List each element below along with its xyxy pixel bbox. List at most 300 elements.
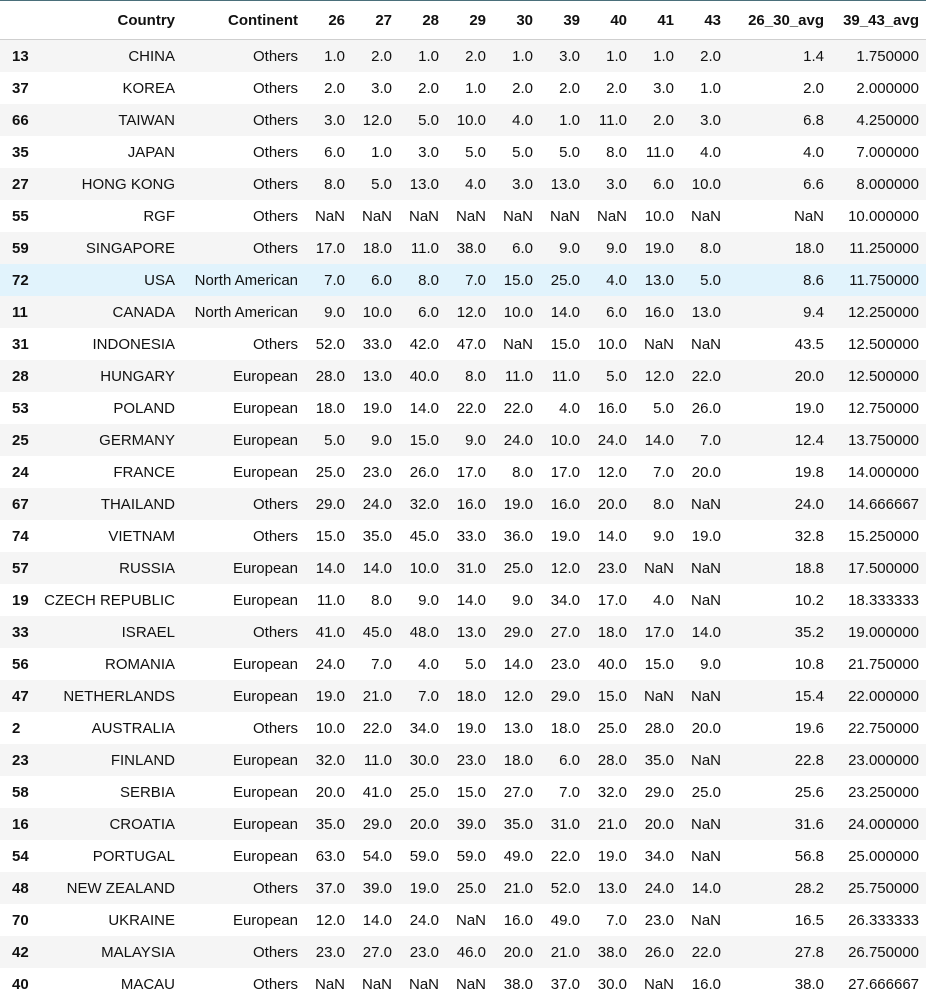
table-cell: TAIWAN [118,111,175,129]
table-cell: NaN [690,687,721,705]
table-cell: 7.0 [418,687,439,705]
table-cell: 28.0 [315,367,345,385]
table-cell: 37.0 [550,975,580,993]
table-cell: 12.750000 [848,399,919,417]
table-cell: THAILAND [100,495,175,513]
table-cell: 12.0 [315,911,345,929]
table-cell: NaN [690,847,721,865]
table-cell: 33.0 [456,527,486,545]
table-cell: 30.0 [409,751,439,769]
table-cell: 26.333333 [848,911,919,929]
table-cell: Others [252,495,298,513]
table-cell: European [232,399,298,417]
table-cell: UKRAINE [108,911,175,929]
table-cell: 7.0 [700,431,721,449]
table-cell: 24.0 [409,911,439,929]
table-cell: Others [252,239,298,257]
table-cell: 21.0 [597,815,627,833]
table-row [0,488,926,520]
table-cell: 1.0 [324,47,345,65]
table-cell: 10.0 [550,431,580,449]
table-cell: Others [252,47,298,65]
table-cell: 38.0 [597,943,627,961]
table-cell: 1.750000 [856,47,919,65]
table-cell: 5.0 [606,367,627,385]
table-cell: 14.0 [691,623,721,641]
column-header: 30 [493,1,540,40]
table-cell: 29.0 [362,815,392,833]
row-index: 33 [12,623,29,641]
table-cell: FINLAND [110,751,175,769]
table-cell: 6.0 [371,271,392,289]
table-cell: 27.666667 [848,975,919,993]
table-cell: 2.0 [803,79,824,97]
table-cell: 34.0 [644,847,674,865]
table-cell: MALAYSIA [101,943,175,961]
table-cell: 52.0 [315,335,345,353]
table-cell: 29.0 [503,623,533,641]
table-cell: 31.0 [456,559,486,577]
dataframe-table [0,1,926,1000]
table-row [0,552,926,584]
table-cell: 5.0 [700,271,721,289]
table-cell: HONG KONG [81,175,175,193]
table-cell: 21.0 [550,943,580,961]
table-cell: 15.0 [550,335,580,353]
table-cell: 11.0 [504,367,533,385]
table-cell: 41.0 [362,783,392,801]
table-cell: 17.0 [456,463,486,481]
table-cell: 8.0 [512,463,533,481]
table-cell: 12.500000 [848,335,919,353]
table-cell: 63.0 [315,847,345,865]
table-cell: 15.0 [409,431,439,449]
table-cell: NaN [361,975,392,993]
table-cell: NaN [690,751,721,769]
table-cell: 24.0 [503,431,533,449]
table-cell: 1.0 [512,47,533,65]
table-cell: CHINA [128,47,175,65]
table-cell: 18.8 [794,559,824,577]
table-cell: 1.0 [465,79,486,97]
table-cell: 29.0 [644,783,674,801]
table-row [0,328,926,360]
column-header: 40 [587,1,634,40]
table-cell: 4.250000 [856,111,919,129]
table-cell: NaN [643,559,674,577]
table-row [0,520,926,552]
table-cell: 38.0 [503,975,533,993]
table-cell: NaN [455,911,486,929]
table-cell: GERMANY [99,431,175,449]
table-cell: 40.0 [409,367,439,385]
table-cell: 24.0 [794,495,824,513]
header-row [0,1,926,40]
table-cell: 23.250000 [848,783,919,801]
table-cell: NaN [793,207,824,225]
table-cell: 20.0 [691,463,721,481]
table-cell: 12.0 [456,303,486,321]
table-cell: 1.0 [418,47,439,65]
table-cell: 6.6 [803,175,824,193]
table-cell: 20.0 [644,815,674,833]
table-cell: 16.0 [691,975,721,993]
table-cell: NaN [643,975,674,993]
table-cell: 23.0 [409,943,439,961]
table-cell: 26.0 [409,463,439,481]
table-cell: 2.000000 [856,79,919,97]
table-cell: 11.0 [410,239,439,257]
table-row [0,456,926,488]
table-cell: 10.0 [644,207,674,225]
row-index: 55 [12,207,29,225]
table-row [0,840,926,872]
table-cell: 35.0 [503,815,533,833]
table-row [0,136,926,168]
table-cell: KOREA [122,79,175,97]
table-cell: 21.750000 [848,655,919,673]
table-cell: 11.0 [645,143,674,161]
table-cell: 56.8 [794,847,824,865]
table-cell: 5.0 [653,399,674,417]
table-cell: 4.0 [803,143,824,161]
table-cell: 7.0 [371,655,392,673]
table-row [0,744,926,776]
table-row [0,360,926,392]
table-cell: European [232,783,298,801]
table-cell: 13.0 [550,175,580,193]
table-cell: 12.0 [503,687,533,705]
table-cell: 16.5 [794,911,824,929]
table-cell: 11.0 [316,591,345,609]
table-row [0,968,926,1000]
row-index: 67 [12,495,29,513]
table-cell: NEW ZEALAND [66,879,175,897]
table-cell: 22.0 [362,719,392,737]
row-index: 54 [12,847,29,865]
table-cell: 9.0 [512,591,533,609]
table-cell: 36.0 [503,527,533,545]
table-cell: 32.8 [794,527,824,545]
table-cell: Others [252,79,298,97]
table-cell: 19.0 [794,399,824,417]
table-cell: 20.0 [691,719,721,737]
table-cell: ROMANIA [104,655,175,673]
table-cell: 28.0 [644,719,674,737]
column-header: 27 [352,1,399,40]
table-cell: 4.0 [418,655,439,673]
table-cell: 22.0 [691,943,721,961]
table-cell: European [232,655,298,673]
table-cell: 20.0 [409,815,439,833]
table-cell: 2.0 [512,79,533,97]
table-cell: 7.000000 [856,143,919,161]
table-cell: 1.0 [371,143,392,161]
table-cell: 3.0 [606,175,627,193]
column-header: Continent [182,1,305,40]
table-cell: 8.0 [465,367,486,385]
table-header [0,1,926,40]
table-cell: POLAND [113,399,175,417]
table-cell: 3.0 [371,79,392,97]
table-cell: 14.0 [362,911,392,929]
table-row [0,232,926,264]
table-cell: 20.0 [503,943,533,961]
table-cell: 18.0 [597,623,627,641]
row-index: 70 [12,911,29,929]
row-index: 66 [12,111,29,129]
table-cell: Others [252,879,298,897]
table-cell: 25.0 [550,271,580,289]
table-cell: 10.0 [315,719,345,737]
table-cell: NaN [596,207,627,225]
table-cell: 8.0 [371,591,392,609]
table-cell: 9.0 [324,303,345,321]
table-cell: 26.0 [691,399,721,417]
row-index: 28 [12,367,29,385]
table-cell: 20.0 [794,367,824,385]
table-cell: 32.0 [409,495,439,513]
table-cell: 9.0 [653,527,674,545]
table-cell: 1.0 [700,79,721,97]
table-cell: European [232,591,298,609]
table-cell: 15.250000 [848,527,919,545]
table-body [0,40,926,1000]
table-cell: 13.0 [597,879,627,897]
table-cell: 18.0 [315,399,345,417]
table-cell: 4.0 [653,591,674,609]
row-index: 59 [12,239,29,257]
table-cell: Others [252,111,298,129]
table-cell: 7.0 [653,463,674,481]
row-index: 35 [12,143,29,161]
table-cell: RGF [143,207,175,225]
table-row [0,168,926,200]
table-cell: 54.0 [362,847,392,865]
table-row [0,392,926,424]
table-cell: NaN [408,975,439,993]
row-index: 16 [12,815,29,833]
table-cell: 14.0 [503,655,533,673]
table-cell: 16.0 [644,303,674,321]
table-cell: 2.0 [606,79,627,97]
table-row [0,712,926,744]
table-cell: 49.0 [550,911,580,929]
table-cell: European [232,687,298,705]
table-cell: 5.0 [559,143,580,161]
table-cell: CANADA [112,303,175,321]
table-row [0,200,926,232]
table-cell: 8.6 [803,271,824,289]
row-index: 19 [12,591,29,609]
table-cell: 31.6 [794,815,824,833]
table-cell: 25.0 [691,783,721,801]
table-cell: 25.0 [409,783,439,801]
table-cell: 15.0 [597,687,627,705]
table-cell: 2.0 [324,79,345,97]
table-cell: 14.0 [644,431,674,449]
table-cell: 3.0 [559,47,580,65]
table-cell: 17.0 [315,239,345,257]
table-cell: 9.0 [606,239,627,257]
table-cell: 17.0 [550,463,580,481]
table-cell: 27.0 [503,783,533,801]
table-cell: 19.0 [315,687,345,705]
table-cell: 7.0 [324,271,345,289]
table-cell: NaN [502,207,533,225]
table-cell: 13.0 [691,303,721,321]
table-cell: 5.0 [465,655,486,673]
row-index: 72 [12,271,29,289]
table-cell: 6.0 [324,143,345,161]
table-row [0,72,926,104]
table-cell: 48.0 [409,623,439,641]
table-cell: 6.8 [803,111,824,129]
table-cell: NaN [690,335,721,353]
table-cell: 22.0 [456,399,486,417]
table-cell: 8.000000 [856,175,919,193]
table-cell: 14.0 [456,591,486,609]
table-cell: 5.0 [324,431,345,449]
table-cell: Others [252,527,298,545]
table-cell: 13.0 [644,271,674,289]
index-header [0,1,42,40]
table-cell: 38.0 [794,975,824,993]
table-cell: 24.0 [315,655,345,673]
table-cell: 46.0 [456,943,486,961]
table-cell: 14.0 [362,559,392,577]
table-row [0,264,926,296]
table-cell: 12.500000 [848,367,919,385]
row-index: 74 [12,527,29,545]
table-cell: 6.0 [653,175,674,193]
table-cell: PORTUGAL [92,847,175,865]
table-cell: 28.2 [794,879,824,897]
row-index: 40 [12,975,29,993]
table-cell: 42.0 [409,335,439,353]
table-cell: NaN [455,207,486,225]
table-cell: 14.0 [597,527,627,545]
table-cell: 21.0 [503,879,533,897]
table-cell: 16.0 [456,495,486,513]
table-cell: Others [252,335,298,353]
column-header: 29 [446,1,493,40]
table-row [0,808,926,840]
row-index: 13 [12,47,29,65]
table-cell: 4.0 [465,175,486,193]
table-cell: NaN [549,207,580,225]
table-cell: 5.0 [512,143,533,161]
column-header: 28 [399,1,446,40]
table-cell: European [232,847,298,865]
table-cell: 14.000000 [848,463,919,481]
table-cell: 43.5 [794,335,824,353]
table-cell: Others [252,975,298,993]
table-cell: 1.0 [606,47,627,65]
column-header: 26 [305,1,352,40]
table-cell: 28.0 [597,751,627,769]
table-cell: 5.0 [371,175,392,193]
table-cell: 35.0 [362,527,392,545]
table-cell: 22.0 [550,847,580,865]
table-cell: 1.4 [803,47,824,65]
table-cell: 8.0 [700,239,721,257]
table-cell: 19.6 [794,719,824,737]
table-cell: 9.4 [803,303,824,321]
table-cell: 3.0 [653,79,674,97]
table-cell: 7.0 [606,911,627,929]
row-index: 47 [12,687,29,705]
table-cell: 10.0 [503,303,533,321]
table-cell: 7.0 [465,271,486,289]
table-cell: 17.0 [644,623,674,641]
table-cell: 40.0 [597,655,627,673]
table-cell: 29.0 [550,687,580,705]
table-cell: 23.0 [456,751,486,769]
table-cell: 3.0 [324,111,345,129]
table-cell: 37.0 [315,879,345,897]
table-cell: 10.0 [362,303,392,321]
table-cell: 22.0 [691,367,721,385]
table-cell: 52.0 [550,879,580,897]
column-header: Country [42,1,182,40]
table-cell: Others [252,207,298,225]
table-cell: 25.0 [456,879,486,897]
table-cell: 6.0 [606,303,627,321]
table-cell: 19.8 [794,463,824,481]
table-cell: 24.0 [362,495,392,513]
table-cell: European [232,367,298,385]
table-cell: 16.0 [597,399,627,417]
table-row [0,616,926,648]
row-index: 11 [12,303,28,321]
table-cell: NaN [690,559,721,577]
table-cell: 30.0 [597,975,627,993]
column-header: 43 [681,1,728,40]
table-cell: Others [252,143,298,161]
table-cell: 9.0 [418,591,439,609]
table-cell: 23.0 [644,911,674,929]
table-cell: 2.0 [700,47,721,65]
table-cell: 27.8 [794,943,824,961]
table-row [0,776,926,808]
row-index: 25 [12,431,29,449]
table-cell: 19.0 [550,527,580,545]
table-cell: Others [252,623,298,641]
table-cell: 27.0 [362,943,392,961]
table-cell: 19.0 [597,847,627,865]
table-cell: 9.0 [700,655,721,673]
table-cell: 18.333333 [848,591,919,609]
table-cell: 19.0 [503,495,533,513]
table-cell: NETHERLANDS [63,687,175,705]
row-index: 24 [12,463,29,481]
table-cell: NaN [314,975,345,993]
table-cell: NaN [690,911,721,929]
column-header: 26_30_avg [728,1,831,40]
table-cell: 19.0 [644,239,674,257]
table-cell: FRANCE [113,463,175,481]
table-row [0,424,926,456]
table-cell: SERBIA [119,783,175,801]
table-cell: 1.0 [559,111,580,129]
table-cell: 29.0 [315,495,345,513]
table-cell: 22.0 [503,399,533,417]
table-cell: 8.0 [653,495,674,513]
row-index: 31 [12,335,29,353]
table-cell: 18.0 [456,687,486,705]
table-cell: 6.0 [512,239,533,257]
